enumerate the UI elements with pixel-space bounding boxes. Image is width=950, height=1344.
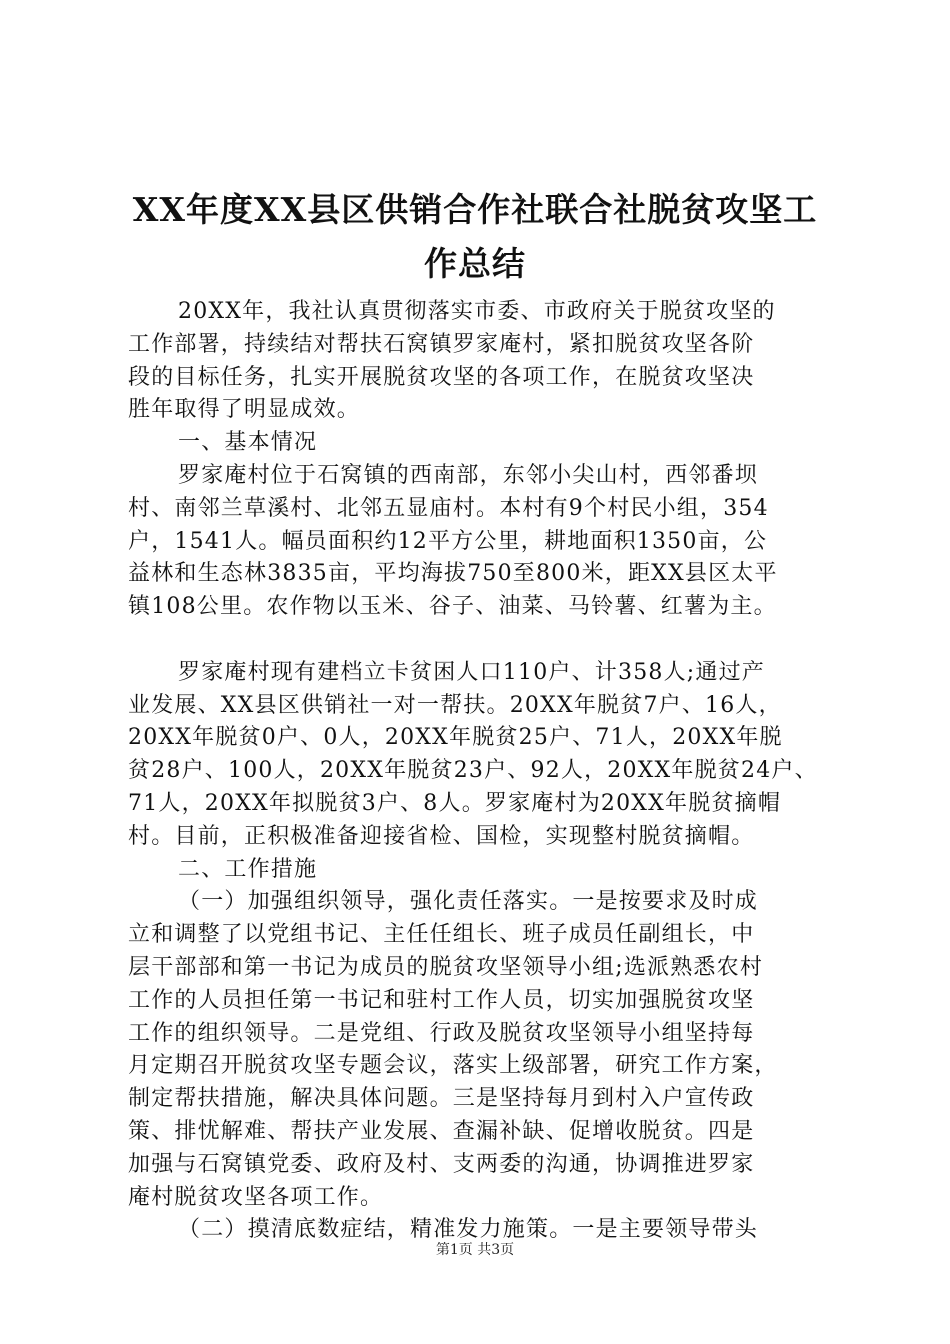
page-footer: 第1页 共3页 bbox=[435, 1242, 515, 1258]
body-line: 20XX年，我社认真贯彻落实市委、市政府关于脱贫攻坚的 bbox=[178, 299, 776, 324]
body-line: （一）加强组织领导，强化责任落实。一是按要求及时成 bbox=[178, 889, 759, 915]
body-line: 二、工作措施 bbox=[178, 856, 318, 882]
body-line: 层干部部和第一书记为成员的脱贫攻坚领导小组;选派熟悉农村 bbox=[128, 954, 764, 980]
body-line: 镇108公里。农作物以玉米、谷子、油菜、马铃薯、红薯为主。 bbox=[128, 594, 777, 620]
body-line: 20XX年脱贫0户、0人，20XX年脱贫25户、71人，20XX年脱 bbox=[128, 725, 783, 751]
document-body bbox=[128, 296, 828, 1247]
body-line: 村。目前，正积极准备迎接省检、国检，实现整村脱贫摘帽。 bbox=[128, 823, 755, 849]
body-line: 胜年取得了明显成效。 bbox=[128, 397, 361, 423]
body-line: 工作的人员担任第一书记和驻村工作人员，切实加强脱贫攻坚 bbox=[128, 987, 755, 1013]
document-title-line-1: XX年度XX县区供销合作社联合社脱贫攻坚工 bbox=[132, 190, 818, 229]
body-line: 业发展、XX县区供销社一对一帮扶。20XX年脱贫7户、16人， bbox=[128, 692, 782, 718]
body-line: 立和调整了以党组书记、主任任组长、班子成员任副组长，中 bbox=[128, 922, 755, 948]
body-line: 工作部署，持续结对帮扶石窝镇罗家庵村，紧扣脱贫攻坚各阶 bbox=[128, 331, 755, 357]
document-title-line-2: 作总结 bbox=[424, 244, 526, 283]
body-line: 段的目标任务，扎实开展脱贫攻坚的各项工作，在脱贫攻坚决 bbox=[128, 364, 755, 390]
body-line: 庵村脱贫攻坚各项工作。 bbox=[128, 1184, 384, 1210]
blank-line bbox=[128, 624, 828, 657]
body-line: 益林和生态林3835亩，平均海拔750至800米，距XX县区太平 bbox=[128, 561, 778, 587]
body-line: 制定帮扶措施，解决具体问题。三是坚持每月到村入户宣传政 bbox=[128, 1086, 755, 1112]
body-line: 一、基本情况 bbox=[178, 430, 318, 456]
body-line: 罗家庵村现有建档立卡贫困人口110户、计358人;通过产 bbox=[178, 659, 765, 685]
body-line: 户，1541人。幅员面积约12平方公里，耕地面积1350亩，公 bbox=[128, 528, 768, 554]
body-line: 71人，20XX年拟脱贫3户、8人。罗家庵村为20XX年脱贫摘帽 bbox=[128, 790, 782, 816]
body-line: 加强与石窝镇党委、政府及村、支两委的沟通，协调推进罗家 bbox=[128, 1151, 755, 1177]
body-line: 罗家庵村位于石窝镇的西南部，东邻小尖山村，西邻番坝 bbox=[178, 462, 759, 488]
body-line: 村、南邻兰草溪村、北邻五显庙村。本村有9个村民小组，354 bbox=[128, 495, 769, 521]
body-line: 贫28户、100人，20XX年脱贫23户、92人，20XX年脱贫24户、 bbox=[128, 758, 818, 784]
body-line: 策、排忧解难、帮扶产业发展、查漏补缺、促增收脱贫。四是 bbox=[128, 1118, 755, 1144]
body-line: （二）摸清底数症结，精准发力施策。一是主要领导带头 bbox=[178, 1217, 759, 1243]
body-line: 月定期召开脱贫攻坚专题会议，落实上级部署，研究工作方案， bbox=[128, 1053, 778, 1079]
body-line: 工作的组织领导。二是党组、行政及脱贫攻坚领导小组坚持每 bbox=[128, 1020, 755, 1046]
